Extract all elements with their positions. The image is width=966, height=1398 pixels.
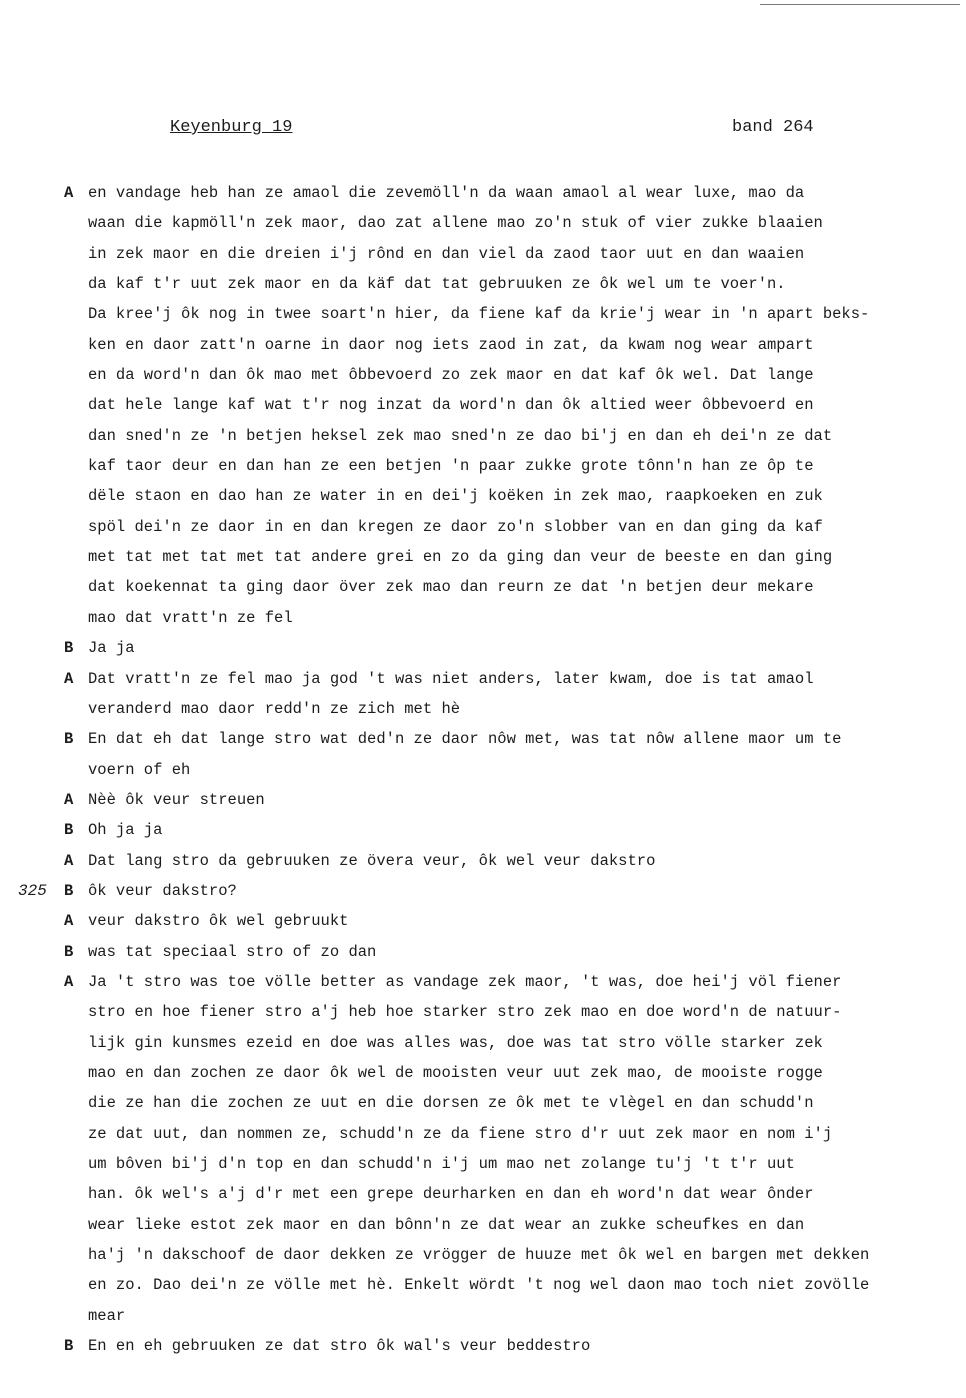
transcript-line: um bôven bi'j d'n top en dan schudd'n i'j um mao net zolange tu'j 't t'r uut bbox=[88, 1155, 795, 1173]
speaker-label: A bbox=[64, 669, 74, 688]
speaker-label: A bbox=[64, 184, 74, 202]
transcript-entry bbox=[64, 178, 944, 633]
transcript-entry bbox=[64, 937, 944, 967]
transcript-line: Dat lang stro da gebruuken ze övera veur, ôk wel veur dakstro bbox=[88, 851, 656, 870]
transcript-line: ôk veur dakstro? bbox=[88, 881, 237, 900]
transcript-line: dële staon en dao han ze water in en dei'j koëken in zek mao, raapkoeken en zuk bbox=[88, 487, 823, 506]
speaker-label: A bbox=[64, 912, 74, 931]
transcript-line: Da kree'j ôk nog in twee soart'n hier, da fiene kaf da krie'j wear in 'n apart beks- bbox=[88, 305, 870, 324]
speaker-label: A bbox=[64, 972, 74, 991]
transcript-line: die ze han die zochen ze uut en die dorsen ze ôk met te vlègel en dan schudd'n bbox=[88, 1094, 814, 1113]
transcript-line: Nèè ôk veur streuen bbox=[88, 790, 265, 809]
transcript-line: Ja 't stro was toe völle better as vandage zek maor, 't was, doe hei'j völ fiener bbox=[88, 972, 842, 991]
margin-counter: 325 bbox=[18, 881, 47, 900]
transcript-entry bbox=[64, 846, 944, 876]
transcript-line: mear bbox=[88, 1306, 126, 1325]
transcript-entry bbox=[64, 724, 944, 785]
transcript-line: Ja ja bbox=[88, 639, 135, 658]
transcript-line: mao dat vratt'n ze fel bbox=[88, 608, 293, 627]
transcript-entry bbox=[64, 815, 944, 845]
transcript-line: han. ôk wel's a'j d'r met een grepe deurharken en dan eh word'n dat wear ônder bbox=[88, 1185, 814, 1204]
transcript-line: Dat vratt'n ze fel mao ja god 't was niet anders, later kwam, doe is tat amaol bbox=[88, 669, 814, 688]
speaker-label: B bbox=[64, 1337, 74, 1356]
transcript-line: met tat met tat met tat andere grei en zo da ging dan veur de beeste en dan ging bbox=[88, 548, 833, 567]
transcript-line: kaf taor deur en dan han ze een betjen 'n paar zukke grote tônn'n han ze ôp te bbox=[88, 457, 814, 476]
transcript-line: lijk gin kunsmes ezeid en doe was alles was, doe was tat stro völle starker zek bbox=[88, 1033, 823, 1052]
document-title: Keyenburg 19 bbox=[170, 118, 293, 137]
transcript-line: en vandage heb han ze amaol die zevemöll'n da waan amaol al wear luxe, mao da bbox=[88, 184, 805, 202]
transcript-line: en da word'n dan ôk mao met ôbbevoerd zo zek maor en dat kaf ôk wel. Dat lange bbox=[88, 366, 814, 385]
transcript-entry bbox=[64, 967, 944, 1331]
transcript-line: en zo. Dao dei'n ze völle met hè. Enkelt wördt 't nog wel daon mao toch niet zovölle bbox=[88, 1276, 870, 1295]
transcript-line: stro en hoe fiener stro a'j heb hoe starker stro zek mao en doe word'n de natuur- bbox=[88, 1003, 842, 1022]
transcript-entry bbox=[64, 633, 944, 663]
transcript-entry bbox=[64, 1331, 944, 1361]
transcript-entry bbox=[64, 785, 944, 815]
transcript bbox=[18, 178, 944, 1361]
transcript-line: wear lieke estot zek maor en dan bônn'n ze dat wear an zukke scheufkes en dan bbox=[88, 1215, 805, 1234]
transcript-line: in zek maor en die dreien i'j rônd en dan viel da zaod taor uut en dan waaien bbox=[88, 244, 805, 263]
speaker-label: A bbox=[64, 851, 74, 870]
transcript-entry bbox=[64, 906, 944, 936]
transcript-line: was tat speciaal stro of zo dan bbox=[88, 942, 377, 961]
speaker-label: B bbox=[64, 881, 74, 900]
speaker-label: A bbox=[64, 790, 74, 809]
transcript-line: ze dat uut, dan nommen ze, schudd'n ze da fiene stro d'r uut zek maor en nom i'j bbox=[88, 1124, 833, 1143]
band-number: band 264 bbox=[732, 118, 814, 137]
transcript-line: dat hele lange kaf wat t'r nog inzat da word'n dan ôk altied weer ôbbevoerd en bbox=[88, 396, 814, 415]
transcript-line: veranderd mao daor redd'n ze zich met hè bbox=[88, 699, 461, 718]
transcript-entry bbox=[64, 664, 944, 725]
transcript-line: dat koekennat ta ging daor över zek mao dan reurn ze dat 'n betjen deur mekare bbox=[88, 578, 814, 597]
transcript-line: En en eh gebruuken ze dat stro ôk wal's veur beddestro bbox=[88, 1337, 591, 1356]
transcript-line: spöl dei'n ze daor in en dan kregen ze daor zo'n slobber van en dan ging da kaf bbox=[88, 517, 823, 536]
page-header bbox=[170, 118, 820, 137]
transcript-line: veur dakstro ôk wel gebruukt bbox=[88, 912, 349, 931]
transcript-line: ha'j 'n dakschoof de daor dekken ze vrögger de huuze met ôk wel en bargen met dekken bbox=[88, 1246, 870, 1265]
top-rule bbox=[760, 4, 960, 5]
speaker-label: B bbox=[64, 730, 74, 749]
transcript-line: dan sned'n ze 'n betjen heksel zek mao sned'n ze dao bi'j en dan eh dei'n ze dat bbox=[88, 426, 833, 445]
transcript-line: voern of eh bbox=[88, 760, 191, 779]
speaker-label: B bbox=[64, 821, 74, 840]
transcript-line: da kaf t'r uut zek maor en da käf dat tat gebruuken ze ôk wel um te voer'n. bbox=[88, 275, 786, 294]
speaker-label: B bbox=[64, 639, 74, 658]
transcript-line: En dat eh dat lange stro wat ded'n ze daor nôw met, was tat nôw allene maor um te bbox=[88, 730, 842, 749]
transcript-line: waan die kapmöll'n zek maor, dao zat allene mao zo'n stuk of vier zukke blaaien bbox=[88, 214, 823, 233]
transcript-line: Oh ja ja bbox=[88, 821, 163, 840]
speaker-label: B bbox=[64, 942, 74, 961]
transcript-entry bbox=[18, 876, 944, 906]
transcript-line: mao en dan zochen ze daor ôk wel de mooisten veur uut zek mao, de mooiste rogge bbox=[88, 1063, 823, 1082]
transcript-line: ken en daor zatt'n oarne in daor nog iets zaod in zat, da kwam nog wear ampart bbox=[88, 335, 814, 354]
